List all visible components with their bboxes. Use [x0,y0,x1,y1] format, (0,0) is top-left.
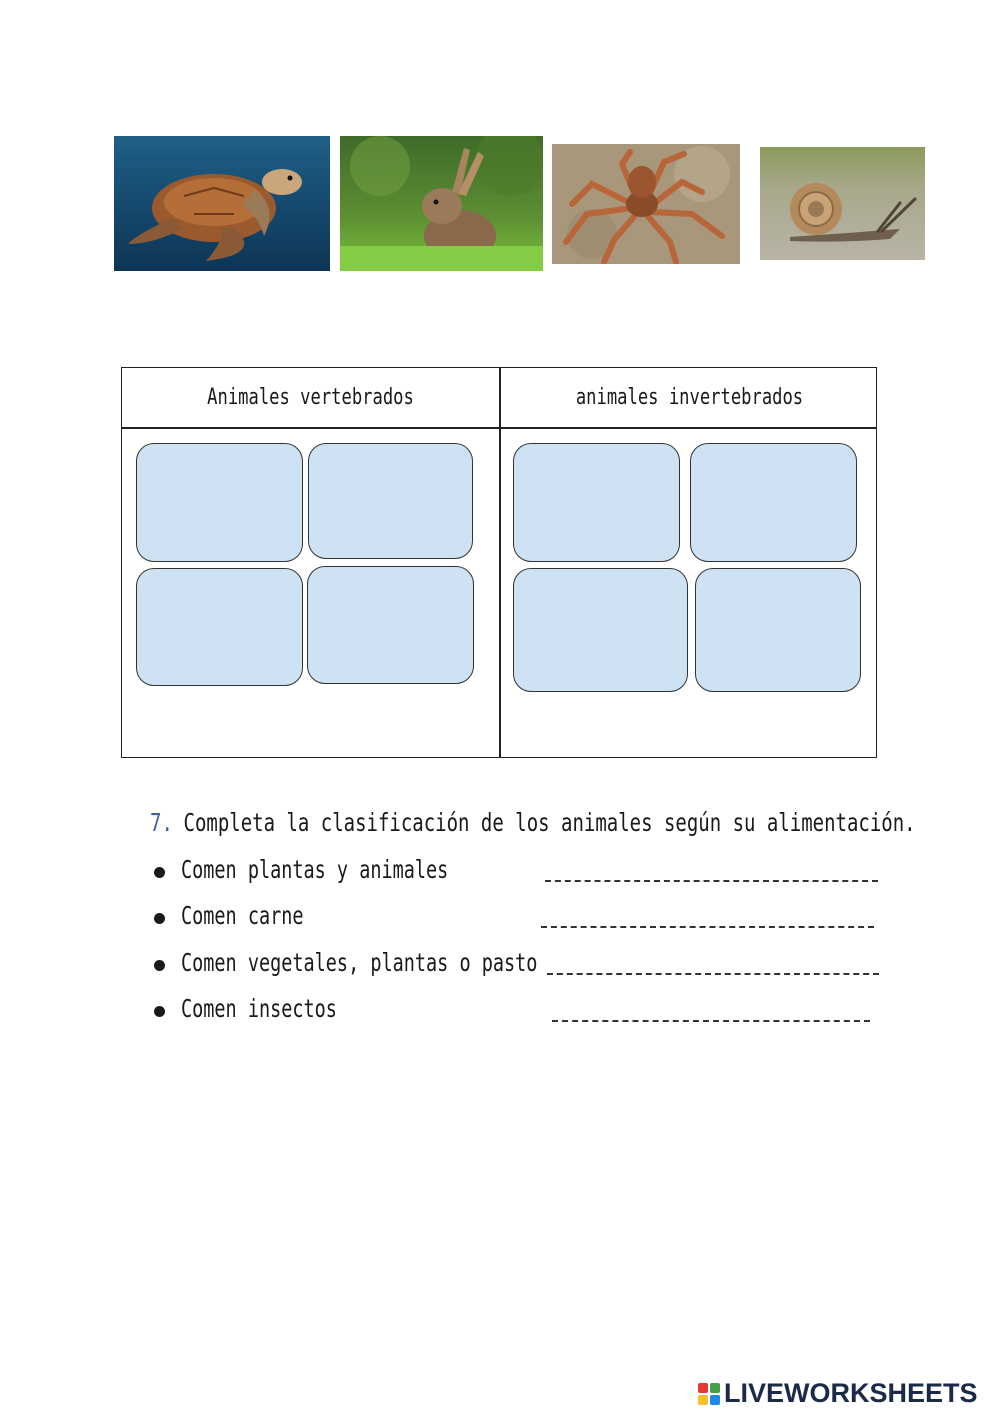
item-label-1: Comen plantas y animales [181,855,449,884]
invertebrate-drop-box-3[interactable] [513,568,688,692]
turtle-photo [114,136,330,271]
answer-field-4[interactable] [552,1020,870,1022]
brand-name: LIVEWORKSHEETS [724,1378,978,1408]
brand-square-yellow [698,1395,708,1405]
bullet-icon [154,913,165,924]
snail-photo [760,147,925,260]
answer-field-1[interactable] [545,880,878,882]
item-label-4: Comen insectos [181,994,337,1023]
question-text: Completa la clasificación de los animales según su alimentación. [183,808,916,837]
liveworksheets-logo [698,1378,978,1409]
header-divider [122,427,876,429]
question-number: 7. [150,808,173,837]
invertebrate-drop-box-4[interactable] [695,568,861,692]
vertebrate-drop-box-2[interactable] [308,443,473,559]
question-heading [150,808,916,837]
bullet-icon [154,960,165,971]
vertebrates-header: Animales vertebrados [207,385,414,410]
vertebrate-drop-box-4[interactable] [307,566,474,684]
vertebrate-drop-box-3[interactable] [136,568,303,686]
vertebrate-drop-box-1[interactable] [136,443,303,562]
brand-squares-icon [698,1383,720,1405]
brand-square-blue [710,1395,720,1405]
bullet-icon [154,867,165,878]
brand-square-red [698,1383,708,1393]
answer-field-2[interactable] [541,926,874,928]
invertebrate-drop-box-1[interactable] [513,443,680,562]
invertebrates-header: animales invertebrados [575,385,804,410]
item-label-3: Comen vegetales, plantas o pasto [181,948,538,977]
answer-field-3[interactable] [547,973,879,975]
classification-table [121,367,877,758]
tarantula-photo [552,144,740,264]
rabbit-photo [340,136,543,271]
invertebrate-drop-box-2[interactable] [690,443,857,562]
item-label-2: Comen carne [181,901,304,930]
brand-square-green [710,1383,720,1393]
bullet-icon [154,1006,165,1017]
